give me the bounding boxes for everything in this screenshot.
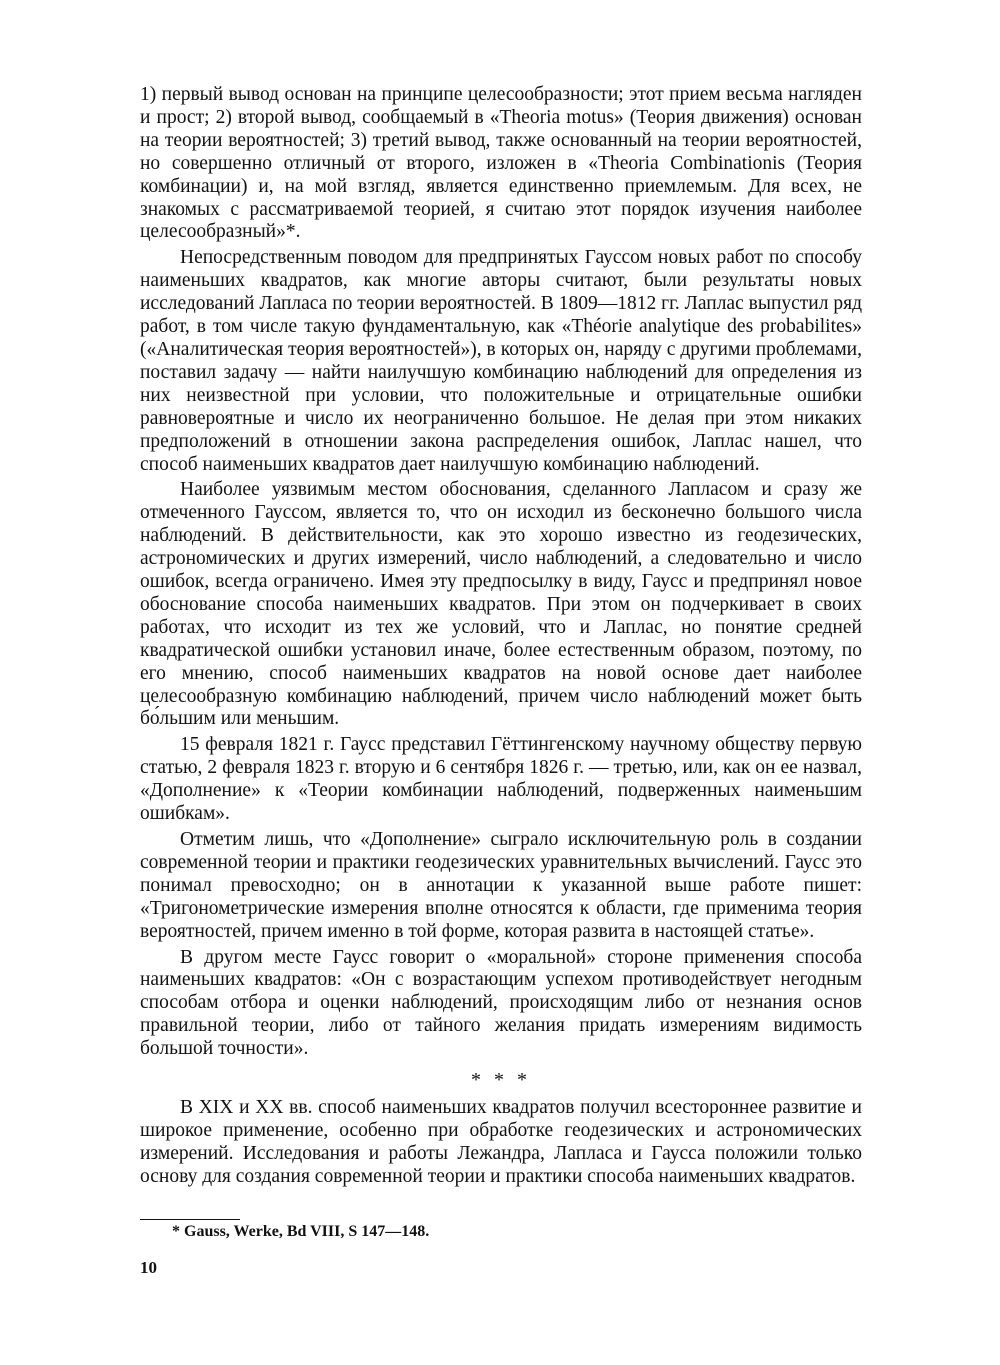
paragraph-vulnerable-point: Наиболее уязвимым местом обоснования, сделанного Лапласом и сразу же отмеченного Гауссом, является то, что он исходил из бесконечно большого числа наблюдений. В действительности, как это хорошо известно из геодезических, астрономических и других измерений, число наблюдений, а следовательно и число ошибок, всегда ограничено. Имея эту предпосылку в виду, Гаусс и предпринял новое обоснование способа наименьших квадратов. При этом он подчеркивает в своих работах, что исходит из тех же условий, что и Лаплас, но понятие средней квадратической ошибки установил иначе, более естественным образом, поэтому, по его мнению, способ наименьших квадратов на новой основе дает наиболее целесообразную комбинацию наблюдений, причем число наблюдений может быть бо́льшим или меньшим. xyxy=(140,479,862,730)
paragraph-dates: 15 февраля 1821 г. Гаусс представил Гёттингенскому научному обществу первую статью, 2 февраля 1823 г. вторую и 6 сентября 1826 г. — третью, или, как он ее назвал, «Дополнение» к «Теории комбинации наблюдений, подверженных наименьшим ошибкам». xyxy=(140,734,862,825)
paragraph-supplement-role: Отметим лишь, что «Дополнение» сыграло исключительную роль в создании современной теории и практики геодезических уравнительных вычислений. Гаусс это понимал превосходно; он в аннотации к указанной выше работе пишет: «Тригонометрические измерения вполне относятся к области, где применима теория вероятностей, причем именно в той форме, которая развита в настоящей статье». xyxy=(140,829,862,942)
section-separator: * * * xyxy=(471,1069,531,1092)
page-body xyxy=(140,84,862,1192)
paragraph-final: В XIX и XX вв. способ наименьших квадратов получил всестороннее развитие и широкое применение, особенно при обработке геодезических и астрономических измерений. Исследования и работы Лежандра, Лапласа и Гаусса положили только основу для создания современной теории и практики способа наименьших квадратов. xyxy=(140,1097,862,1187)
paragraph-list-continuation: 1) первый вывод основан на принципе целесообразности; этот прием весьма нагляден и прост; 2) второй вывод, сообщаемый в «Theoria motus» (Теория движения) основан на теории вероятностей; 3) третий вывод, также основанный на теории вероятностей, но совершенно отличный от второго, изложен в «Theoria Combinationis (Теория комбинации) и, на мой взгляд, является единственно приемлемым. Для всех, не знакомых с рассматриваемой теорией, я считаю этот порядок изучения наиболее целесообразный»*. xyxy=(140,84,862,243)
footnote: * Gauss, Werke, Bd VIII, S 147—148. xyxy=(172,1223,430,1240)
page-number: 10 xyxy=(140,1258,157,1277)
footnote-divider xyxy=(140,1219,240,1220)
paragraph-moral-side: В другом месте Гаусс говорит о «моральной» стороне применения способа наименьших квадратов: «Он с возрастающим успехом противодействует негодным способам отбора и оценки наблюдений, происходящим либо от незнания основ правильной теории, либо от тайного желания придать измерениям видимость большой точности». xyxy=(140,946,862,1060)
paragraph-laplace-reason: Непосредственным поводом для предпринятых Гауссом новых работ по способу наименьших квадратов, как многие авторы считают, были результаты новых исследований Лапласа по теории вероятностей. В 1809—1812 гг. Лаплас выпустил ряд работ, в том числе такую фундаментальную, как «Théorie analytique des probabilites» («Аналитическая теория вероятностей»), в которых он, наряду с другими проблемами, поставил задачу — найти наилучшую комбинацию наблюдений для определения из них неизвестной при условии, что положительные и отрицательные ошибки равновероятные и число их неограниченно большое. Не делая при этом никаких предположений в отношении закона распределения ошибок, Лаплас нашел, что способ наименьших квадратов дает наилучшую комбинацию наблюдений. xyxy=(140,247,862,475)
